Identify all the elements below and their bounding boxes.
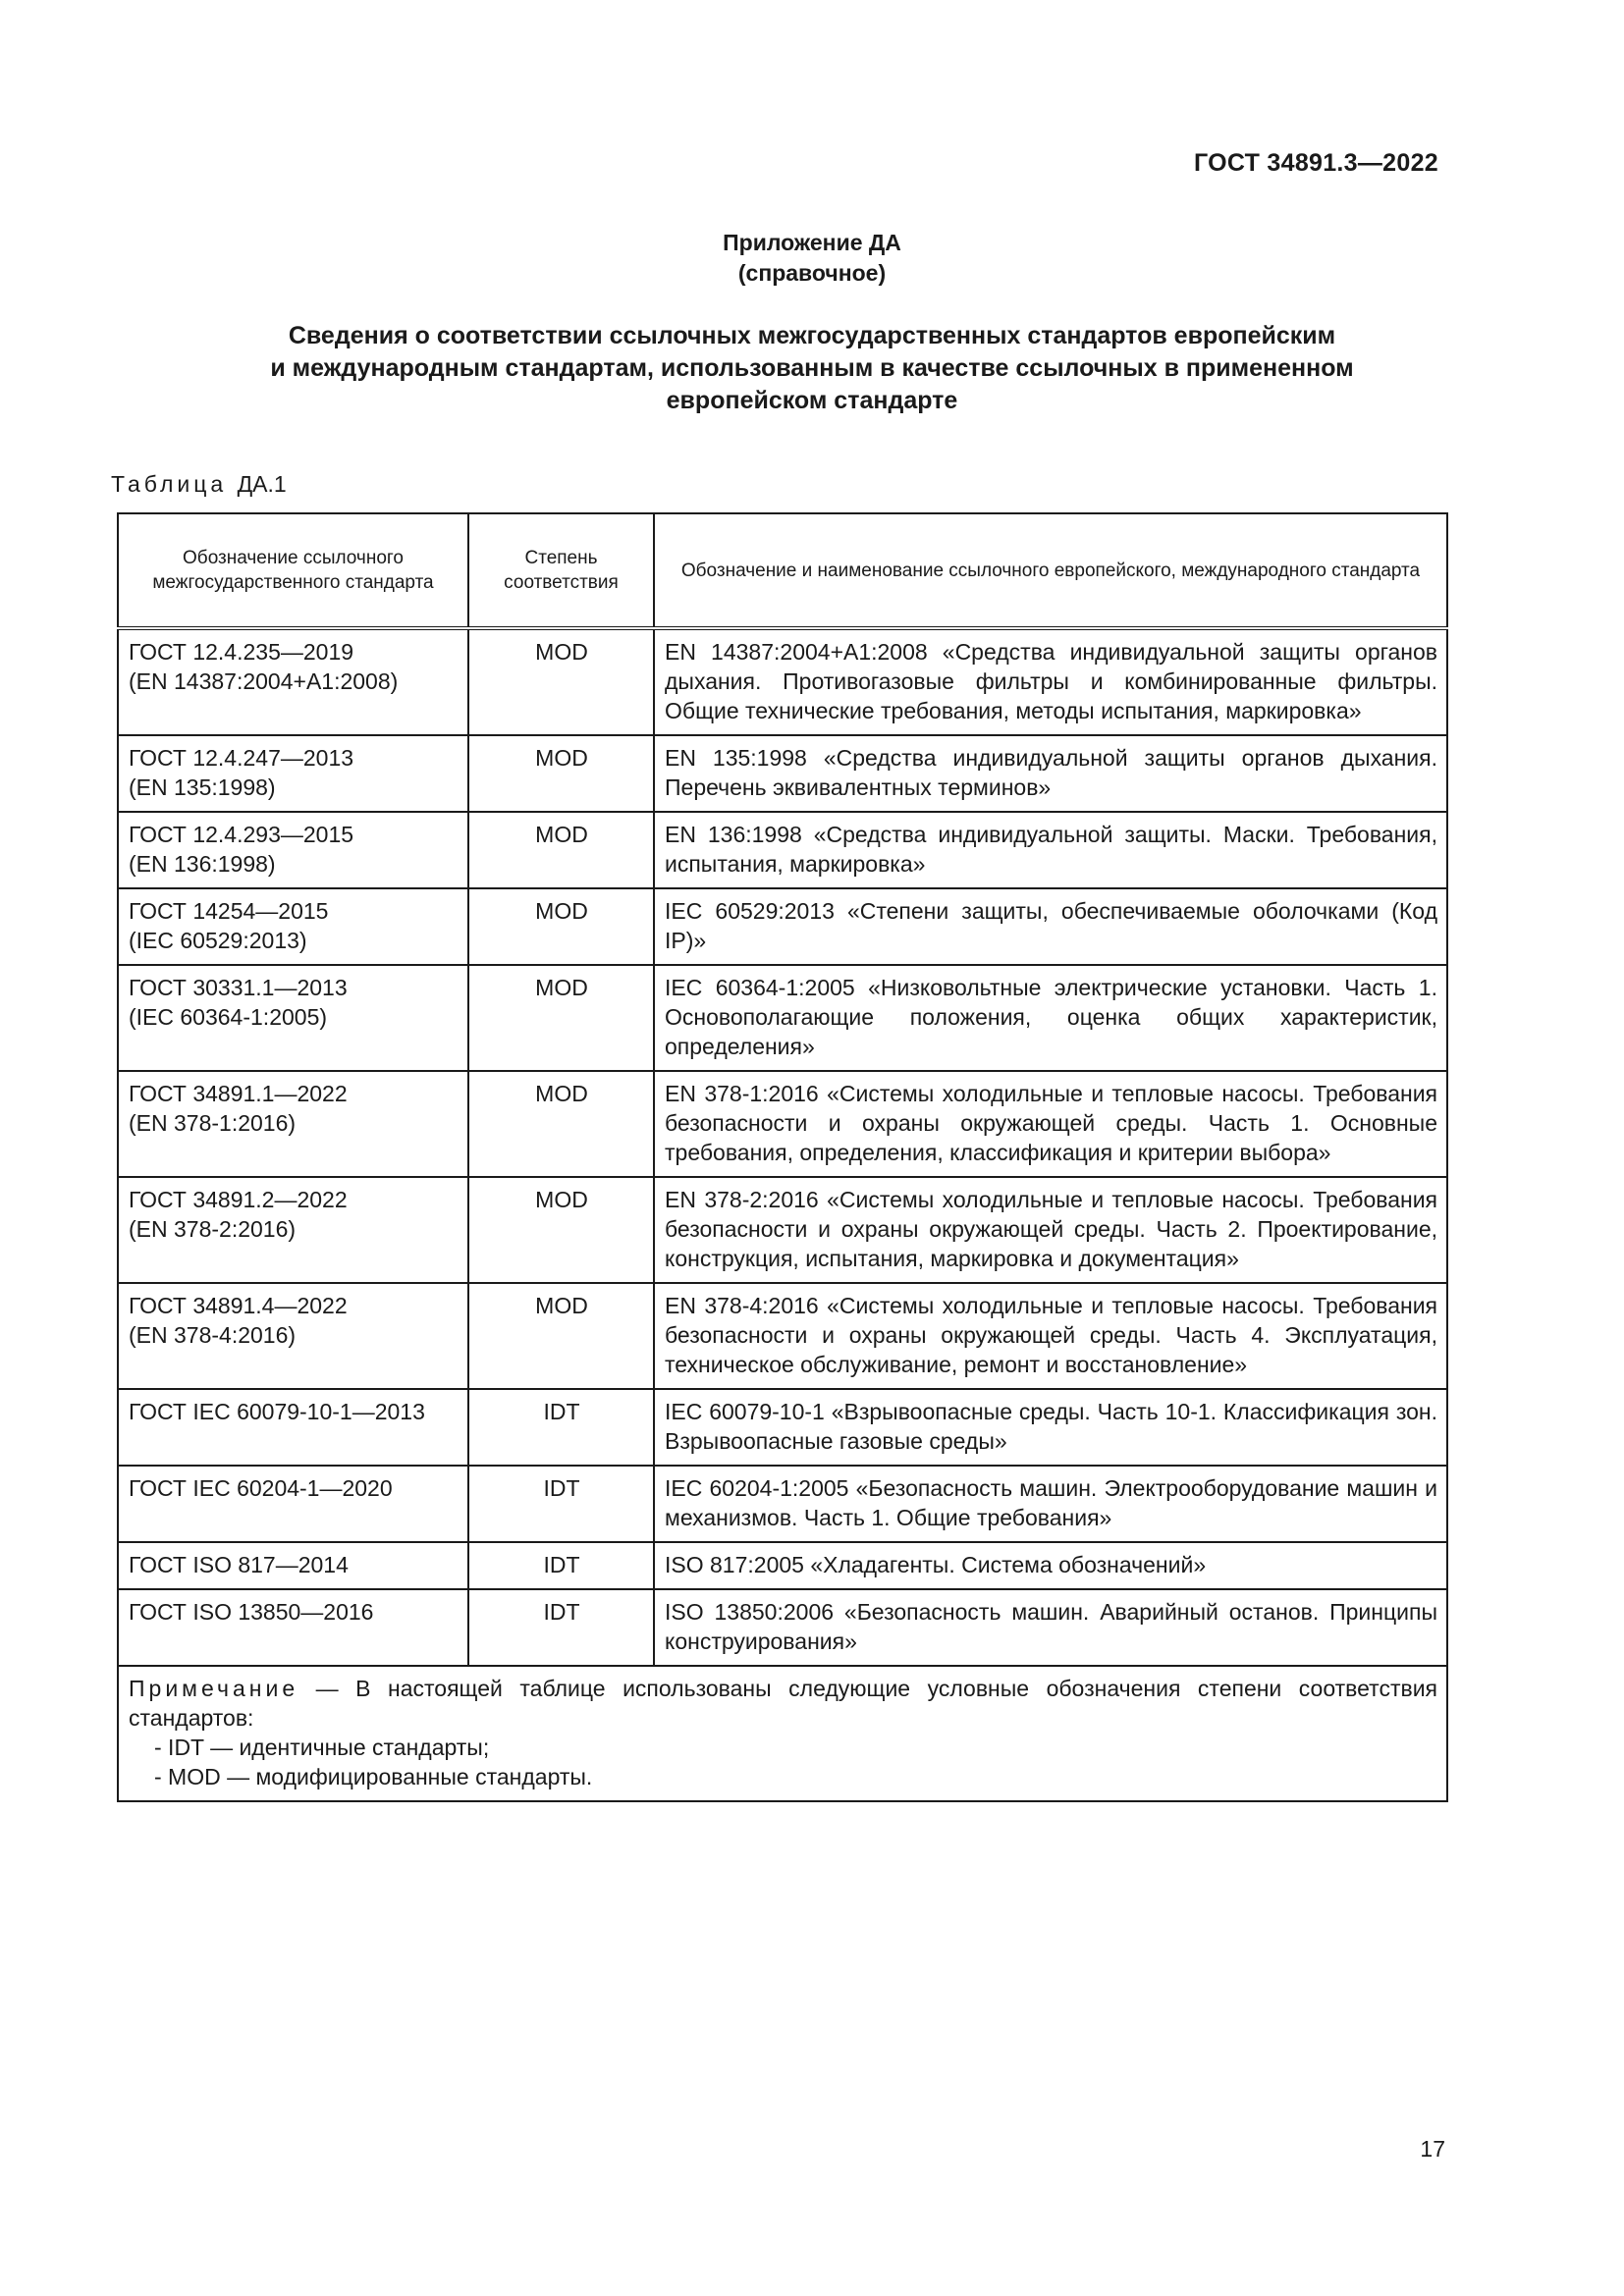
degree-cell: MOD [468, 812, 654, 888]
appendix-title: Приложение ДА [723, 230, 901, 255]
table-row [118, 735, 1447, 812]
note-body: — В настоящей таблице использованы следующие условные обозначения степени соответствия стандартов: [129, 1676, 1437, 1731]
main-title-line: Сведения о соответствии ссылочных межгосударственных стандартов европейским [288, 322, 1336, 349]
standard-code-cell: ГОСТ 12.4.235—2019 (EN 14387:2004+A1:2008) [118, 628, 468, 735]
standard-code-cell: ГОСТ 30331.1—2013 (IEC 60364-1:2005) [118, 965, 468, 1071]
note-word: Примечание [129, 1676, 299, 1701]
description-cell: EN 378-2:2016 «Системы холодильные и тепловые насосы. Требования безопасности и охраны окружающей среды. Часть 2. Проектирование, конструкция, испытания, маркировка и документация» [654, 1177, 1447, 1283]
standard-code-cell: ГОСТ 12.4.293—2015 (EN 136:1998) [118, 812, 468, 888]
table-label-word: Таблица [111, 471, 228, 497]
table-row [118, 965, 1447, 1071]
degree-cell: MOD [468, 888, 654, 965]
description-cell: EN 378-4:2016 «Системы холодильные и тепловые насосы. Требования безопасности и охраны окружающей среды. Часть 4. Эксплуатация, техническое обслуживание, ремонт и восстановление» [654, 1283, 1447, 1389]
degree-cell: MOD [468, 965, 654, 1071]
standard-code-cell: ГОСТ IEC 60079-10-1—2013 [118, 1389, 468, 1466]
table-header-row [118, 513, 1447, 628]
standard-code-cell: ГОСТ 34891.2—2022 (EN 378-2:2016) [118, 1177, 468, 1283]
table-row [118, 1177, 1447, 1283]
degree-cell: MOD [468, 1177, 654, 1283]
description-cell: IEC 60204-1:2005 «Безопасность машин. Электрооборудование машин и механизмов. Часть 1. Общие требования» [654, 1466, 1447, 1542]
main-title-line: европейском стандарте [666, 387, 958, 414]
note-item-idt: - IDT — идентичные стандарты; [154, 1735, 490, 1760]
standard-code-cell: ГОСТ ISO 817—2014 [118, 1542, 468, 1589]
description-cell: IEC 60079-10-1 «Взрывоопасные среды. Часть 10-1. Классификация зон. Взрывоопасные газовые среды» [654, 1389, 1447, 1466]
table-row [118, 888, 1447, 965]
header-reference-standard: Обозначение ссылочного межгосударственного стандарта [118, 513, 468, 628]
standard-code-cell: ГОСТ IEC 60204-1—2020 [118, 1466, 468, 1542]
standard-code-cell: ГОСТ 34891.4—2022 (EN 378-4:2016) [118, 1283, 468, 1389]
table-row [118, 628, 1447, 735]
description-cell: EN 135:1998 «Средства индивидуальной защиты органов дыхания. Перечень эквивалентных терминов» [654, 735, 1447, 812]
note-item-mod: - MOD — модифицированные стандарты. [154, 1764, 593, 1789]
description-cell: EN 136:1998 «Средства индивидуальной защиты. Маски. Требования, испытания, маркировка» [654, 812, 1447, 888]
table-label-number: ДА.1 [237, 471, 287, 497]
degree-cell: IDT [468, 1389, 654, 1466]
table-row [118, 812, 1447, 888]
table-row [118, 1071, 1447, 1177]
header-european-standard: Обозначение и наименование ссылочного европейского, международного стандарта [654, 513, 1447, 628]
table-row [118, 1389, 1447, 1466]
table-row [118, 1542, 1447, 1589]
standards-table [117, 512, 1448, 1802]
note-cell [118, 1666, 1447, 1801]
description-cell: IEC 60529:2013 «Степени защиты, обеспечиваемые оболочками (Код IP)» [654, 888, 1447, 965]
description-cell: IEC 60364-1:2005 «Низковольтные электрические установки. Часть 1. Основополагающие положения, оценка общих характеристик, определения» [654, 965, 1447, 1071]
degree-cell: IDT [468, 1542, 654, 1589]
description-cell: EN 378-1:2016 «Системы холодильные и тепловые насосы. Требования безопасности и охраны окружающей среды. Часть 1. Основные требования, определения, классификация и критерии выбора» [654, 1071, 1447, 1177]
degree-cell: IDT [468, 1466, 654, 1542]
degree-cell: MOD [468, 1071, 654, 1177]
table-row [118, 1466, 1447, 1542]
main-title-line: и международным стандартам, использованным в качестве ссылочных в примененном [270, 354, 1354, 382]
appendix-subtitle: (справочное) [737, 260, 887, 286]
note-row [118, 1666, 1447, 1801]
standard-code-cell: ГОСТ 12.4.247—2013 (EN 135:1998) [118, 735, 468, 812]
page-number: 17 [1420, 2136, 1445, 2162]
degree-cell: MOD [468, 628, 654, 735]
standard-code-cell: ГОСТ 14254—2015 (IEC 60529:2013) [118, 888, 468, 965]
header-degree: Степень соответствия [468, 513, 654, 628]
table-label [111, 471, 287, 498]
standard-code-cell: ГОСТ 34891.1—2022 (EN 378-1:2016) [118, 1071, 468, 1177]
main-title [147, 320, 1477, 417]
table-row [118, 1283, 1447, 1389]
table-body [118, 628, 1447, 1666]
document-code: ГОСТ 34891.3—2022 [1193, 149, 1438, 177]
appendix-heading [0, 228, 1624, 289]
description-cell: EN 14387:2004+A1:2008 «Средства индивидуальной защиты органов дыхания. Противогазовые фильтры и комбинированные фильтры. Общие технические требования, методы испытания, маркировка» [654, 628, 1447, 735]
table-row [118, 1589, 1447, 1666]
standard-code-cell: ГОСТ ISO 13850—2016 [118, 1589, 468, 1666]
note-text [129, 1674, 1437, 1733]
degree-cell: IDT [468, 1589, 654, 1666]
description-cell: ISO 13850:2006 «Безопасность машин. Аварийный останов. Принципы конструирования» [654, 1589, 1447, 1666]
degree-cell: MOD [468, 735, 654, 812]
description-cell: ISO 817:2005 «Хладагенты. Система обозначений» [654, 1542, 1447, 1589]
degree-cell: MOD [468, 1283, 654, 1389]
